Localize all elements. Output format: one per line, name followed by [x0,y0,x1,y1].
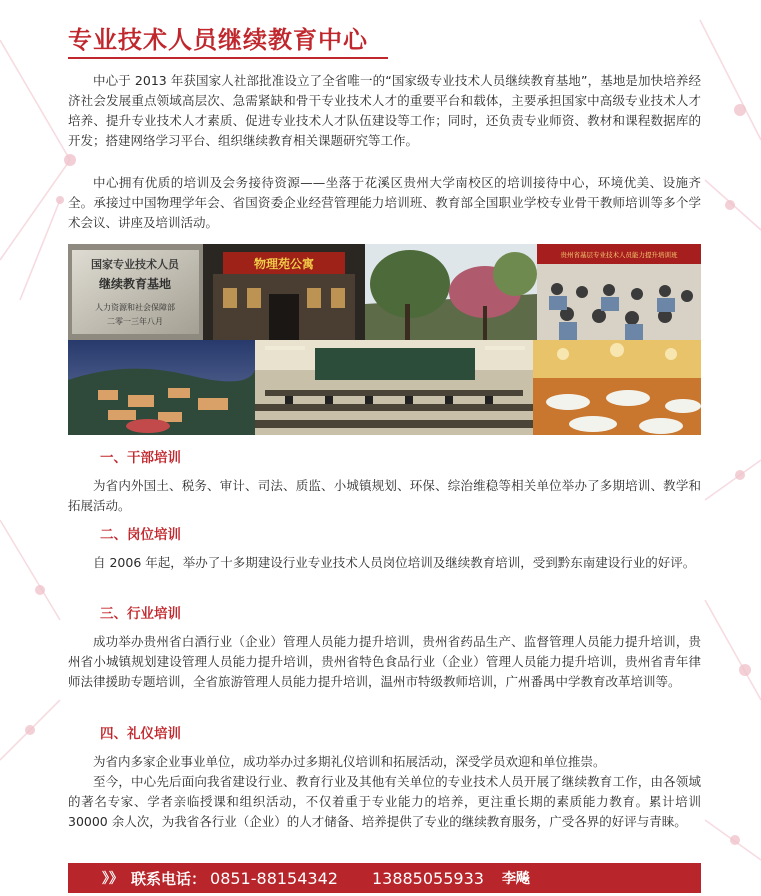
photo-plaque [68,244,203,340]
contact-footer-bar [68,863,701,893]
etiquette-paragraph-2: 至今，中心先后面向我省建设行业、教育行业及其他有关单位的专业技术人员开展了继续教育工作，由各领域的著名专家、学者亲临授课和组织活动，不仅着重于专业能力的培养，更注重长期的素质能力教育。累计培训 30000 余人次，为我省各行业（企业）的人才储备、培养提供了专业的继续教育服务，广受各界的好评与青睐。 [68,774,701,829]
contact-label: 联系电话： [131,869,207,888]
intro-paragraph-2: 中心拥有优质的培训及会务接待资源——坐落于花溪区贵州大学南校区的培训接待中心，环境优美、设施齐全。承接过中国物理学年会、省国资委企业经营管理能力培训班、教育部全国职业学校专业骨干教师培训等多个学术会议、讲座及培训活动。 [68,175,701,230]
photo-campus-aerial [68,340,255,435]
etiquette-paragraph-1: 为省内多家企业事业单位，成功举办过多期礼仪培训和拓展活动，深受学员欢迎和单位推崇。 [93,754,606,769]
plaque-line-1: 国家专业技术人员 [91,258,179,271]
photo-campus-trees [365,244,537,340]
classroom-banner-text: 贵州省基层专业技术人员能力提升培训班 [560,251,678,259]
section-body-job-training: 自 2006 年起，举办了十多期建设行业专业技术人员岗位培训及继续教育培训，受到黔东南建设行业的好评。 [93,555,696,570]
photo-building-night [203,244,365,340]
building-sign: 物理苑公寓 [253,257,315,271]
section-heading-etiquette-training: 四、礼仪培训 [100,726,181,742]
title-underline [68,57,388,59]
section-heading-cadre-training: 一、干部培训 [100,450,181,466]
photo-gallery [68,244,701,435]
contact-phone-landline[interactable]: 0851-88154342 [210,868,338,888]
section-body-industry-training: 成功举办贵州省白酒行业（企业）管理人员能力提升培训，贵州省药品生产、监督管理人员能力提升培训，贵州省小城镇规划建设管理人员能力提升培训，贵州省特色食品行业（企业）管理人员能力提升培训，贵州省青年律师法律援助专题培训，全省旅游管理人员能力提升培训，温州市特级教师培训，广州番禺中学教育改革培训等。 [68,634,701,689]
intro-paragraph-1: 中心于 2013 年获国家人社部批准设立了全省唯一的“国家级专业技术人员继续教育基地”，基地是加快培养经济社会发展重点领域高层次、急需紧缺和骨干专业技术人才的重要平台和载体，主要承担国家中高级专业技术人才培养、提升专业技术人才素质、促进专业技术人才队伍建设等工作；同时，还负责专业师资、教材和课程数据库的开发；搭建网络学习平台、组织继续教育相关课题研究等工作。 [68,73,701,148]
section-body-cadre-training: 为省内外国土、税务、审计、司法、质监、小城镇规划、环保、综治维稳等相关单位举办了多期培训、教学和拓展活动。 [68,478,701,513]
double-chevron-icon: 》》 [102,871,123,887]
photo-banquet-hall [533,340,701,435]
section-heading-industry-training: 三、行业培训 [100,606,181,622]
section-body-etiquette-training [68,752,701,832]
contact-person: 李飚 [501,871,530,887]
plaque-line-3: 人力资源和社会保障部 [95,303,175,312]
plaque-line-2: 继续教育基地 [98,277,172,291]
page-title: 专业技术人员继续教育中心 [68,26,368,54]
section-heading-job-training: 二、岗位培训 [100,527,181,543]
photo-lecture-hall [255,340,533,435]
photo-classroom-banner [537,244,701,340]
plaque-line-4: 二零一三年八月 [107,317,163,326]
contact-phone-mobile[interactable]: 13885055933 [371,868,484,888]
